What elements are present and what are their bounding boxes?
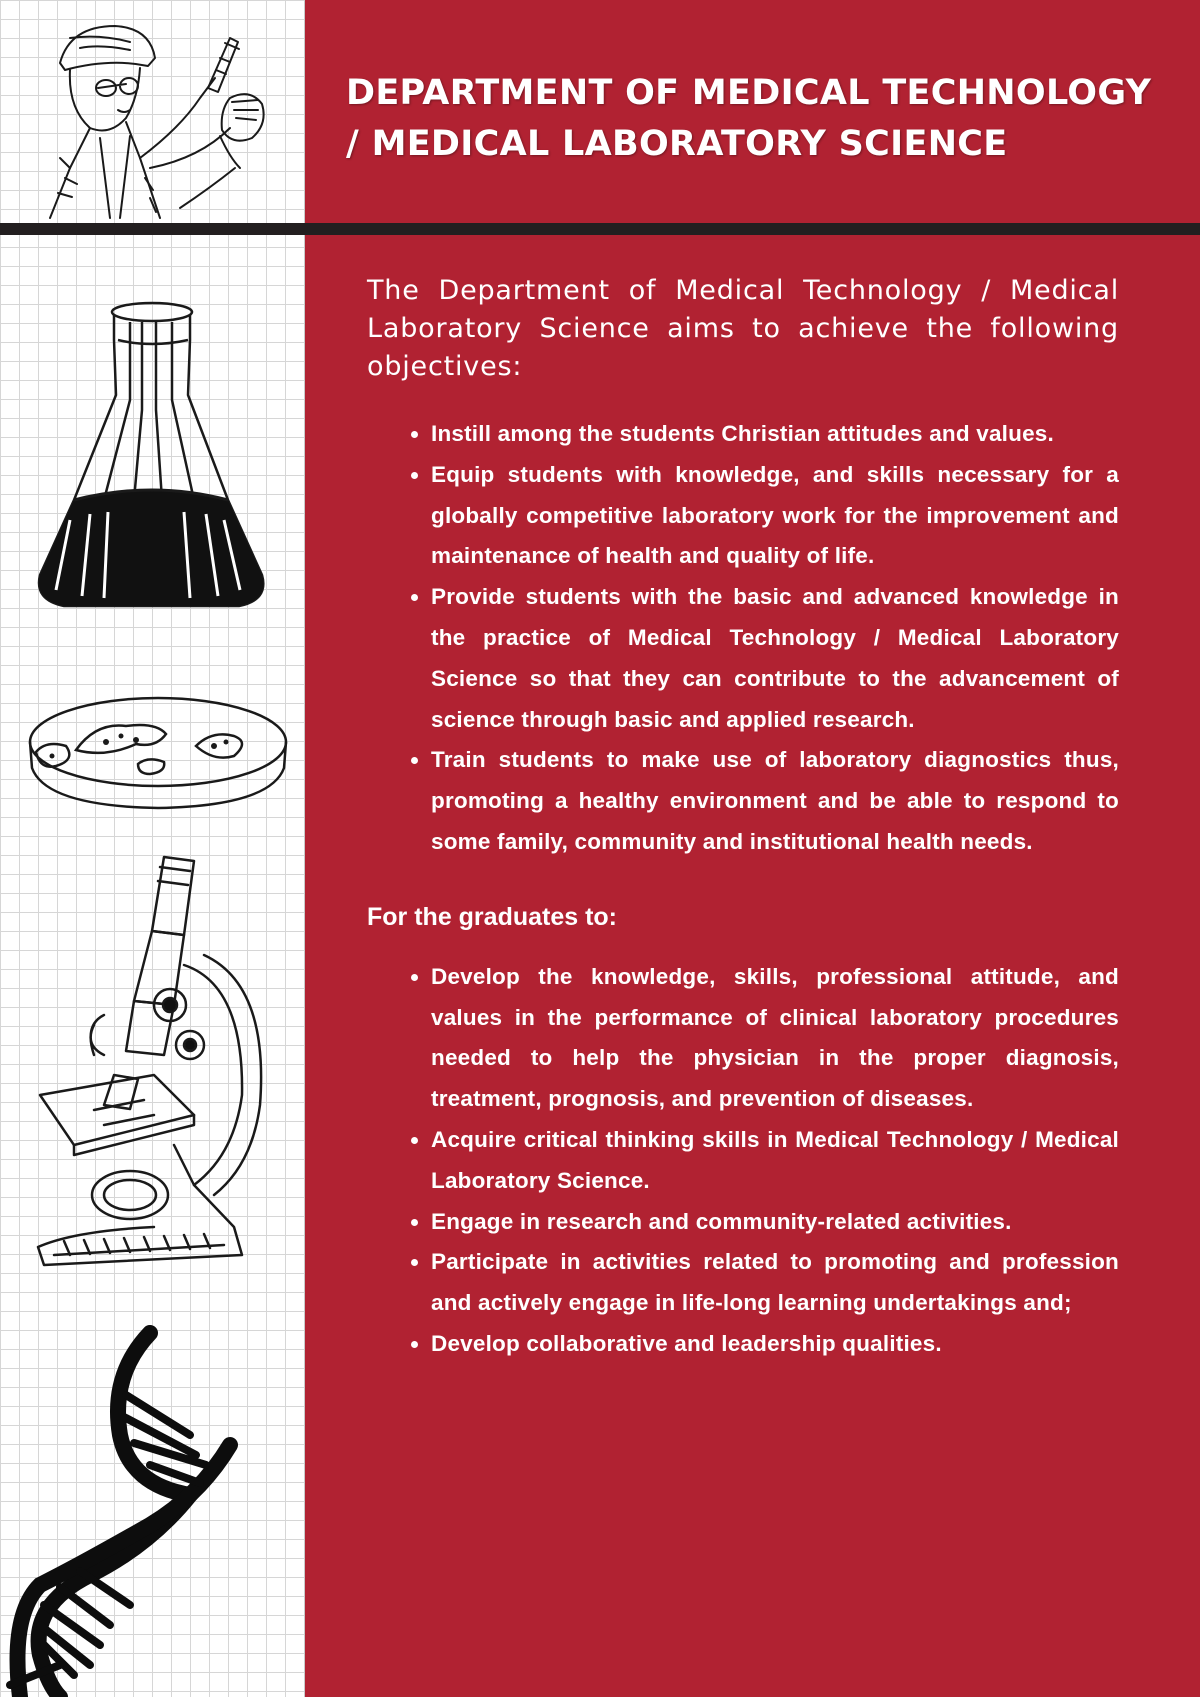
- petri-dish-illustration: [26, 690, 291, 810]
- graduate-outcome-item: • Participate in activities related to promoting and profession and actively engage in life-long learning undertakings and;: [431, 1242, 1119, 1324]
- objectives-list: [367, 414, 1119, 863]
- graduate-outcomes-list: [367, 957, 1119, 1365]
- microscope-illustration: [34, 855, 269, 1275]
- graduate-outcome-item: • Develop collaborative and leadership qualities.: [431, 1324, 1119, 1365]
- objective-item: • Instill among the students Christian attitudes and values.: [431, 414, 1119, 455]
- header-banner: [304, 0, 1200, 223]
- main-content: [367, 272, 1119, 1365]
- objective-item: • Equip students with knowledge, and skills necessary for a globally competitive laboratory work for the improvement and maintenance of health and quality of life.: [431, 455, 1119, 577]
- graduate-outcome-item: • Acquire critical thinking skills in Medical Technology / Medical Laboratory Science.: [431, 1120, 1119, 1202]
- objective-item: • Train students to make use of laboratory diagnostics thus, promoting a healthy environment and be able to respond to some family, community and institutional health needs.: [431, 740, 1119, 862]
- graduates-heading: For the graduates to:: [367, 902, 618, 931]
- objective-item: • Provide students with the basic and advanced knowledge in the practice of Medical Technology / Medical Laboratory Science so that they can contribute to the advancement of science through basic and applied research.: [431, 577, 1119, 740]
- header-divider: [0, 223, 1200, 235]
- scientist-illustration: [30, 18, 280, 223]
- graduate-outcome-item: • Develop the knowledge, skills, professional attitude, and values in the performance of clinical laboratory procedures needed to help the physician in the proper diagnosis, treatment, prognosis, and prevention of diseases.: [431, 957, 1119, 1120]
- intro-paragraph: The Department of Medical Technology / Medical Laboratory Science aims to achieve the following objectives:: [367, 275, 1119, 382]
- graduate-outcome-item: • Engage in research and community-related activities.: [431, 1202, 1119, 1243]
- flask-illustration: [34, 300, 269, 620]
- page-title: DEPARTMENT OF MEDICAL TECHNOLOGY / MEDICAL LABORATORY SCIENCE: [346, 73, 1152, 164]
- dna-helix-illustration: [0, 1325, 250, 1697]
